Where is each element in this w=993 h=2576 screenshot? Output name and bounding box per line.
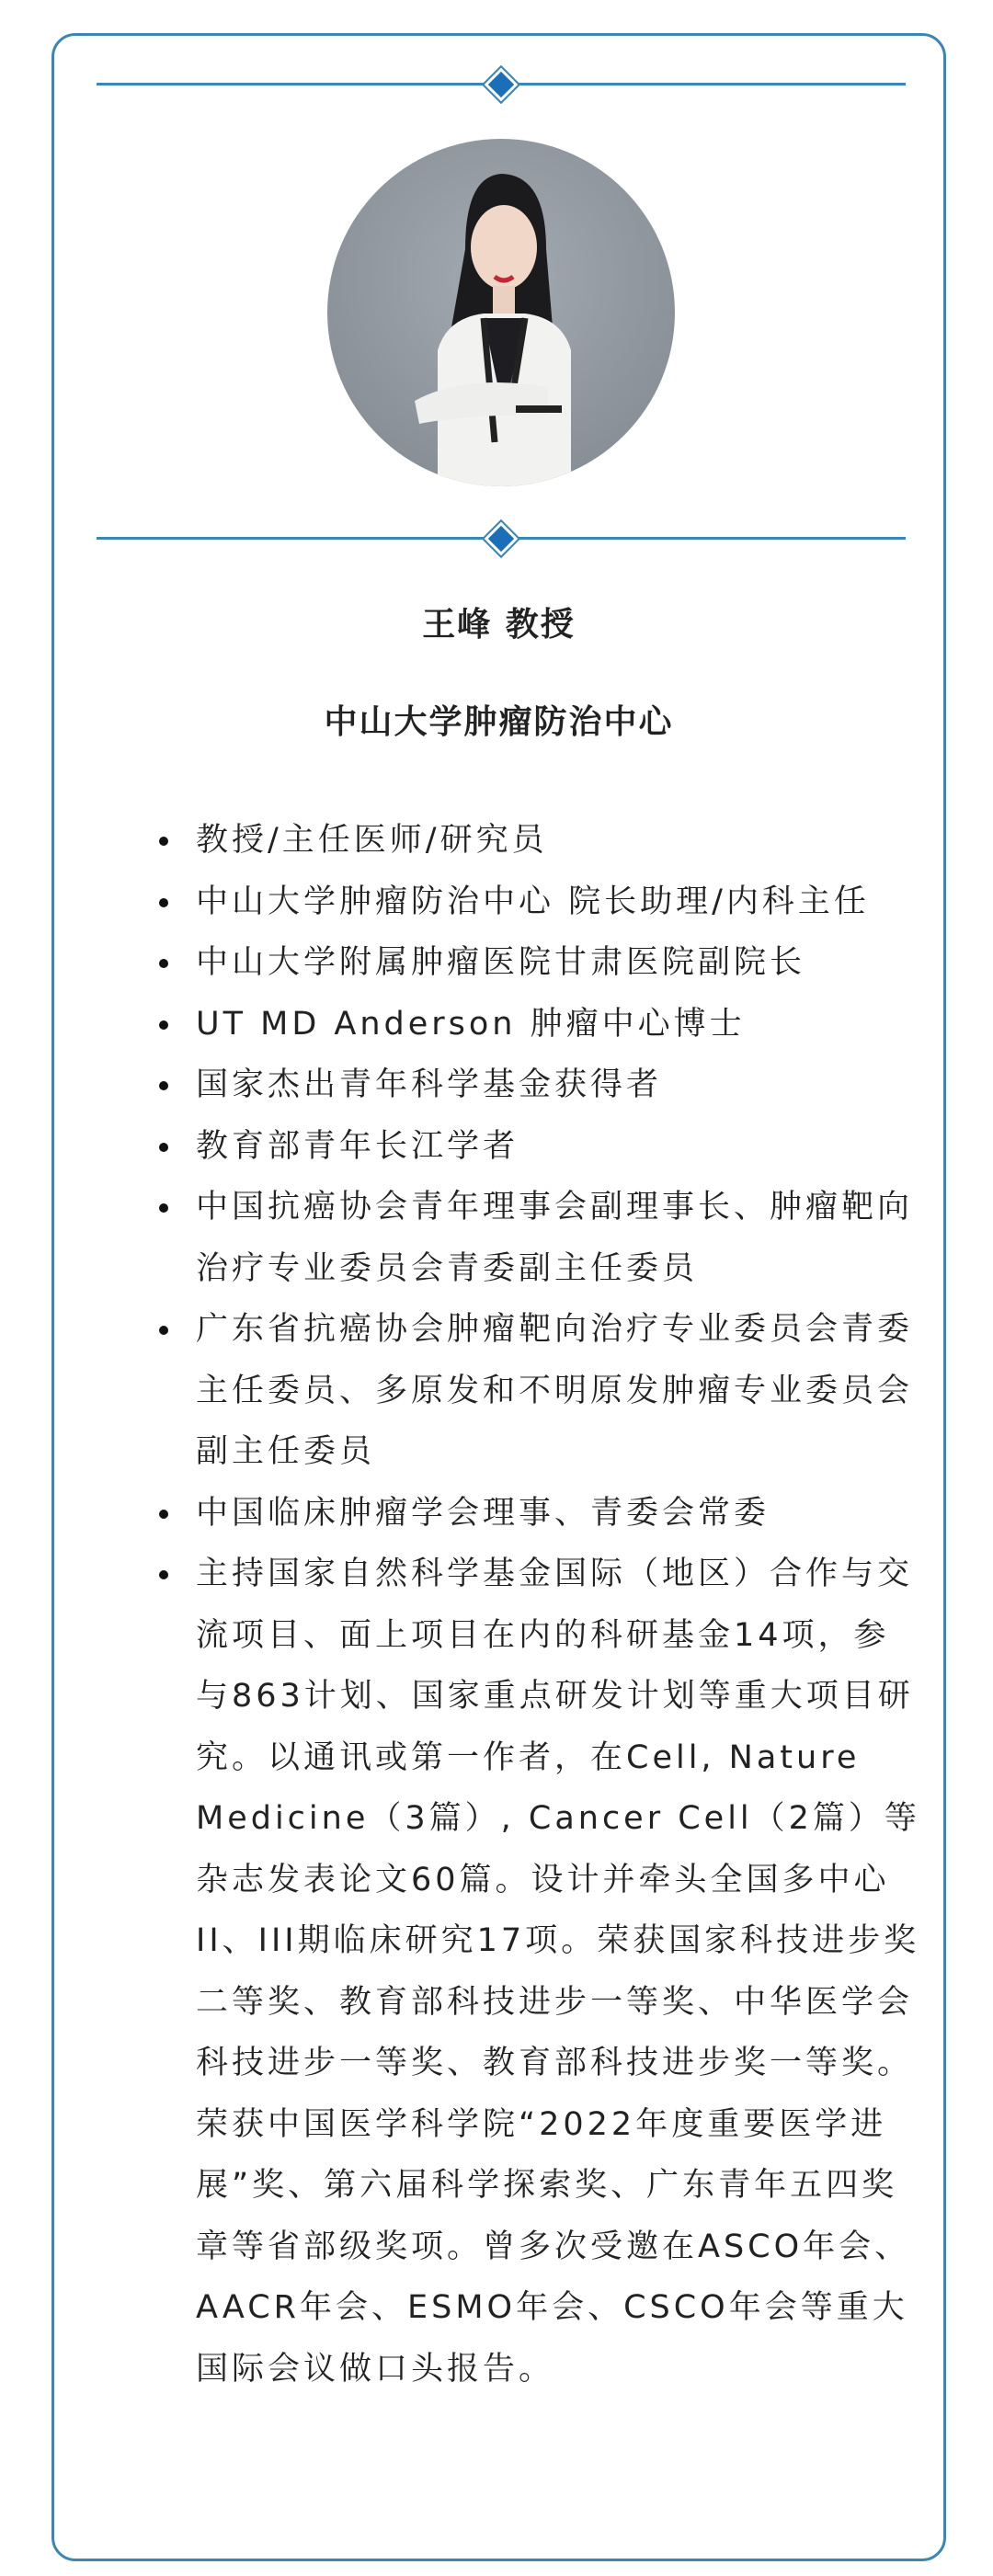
list-item: 中山大学肿瘤防治中心 院长助理/内科主任 — [196, 872, 922, 933]
credentials-list — [143, 810, 922, 2399]
list-item: 中国临床肿瘤学会理事、青委会常委 — [196, 1483, 922, 1544]
list-item: 中国抗癌协会青年理事会副理事长、肿瘤靶向治疗专业委员会青委副主任委员 — [196, 1177, 922, 1299]
list-item: 教授/主任医师/研究员 — [196, 810, 922, 872]
list-item: UT MD Anderson 肿瘤中心博士 — [196, 994, 922, 1055]
profile-photo — [327, 139, 675, 486]
diamond-ornament-icon — [485, 67, 519, 101]
diamond-ornament-icon — [485, 521, 519, 555]
top-divider — [97, 83, 906, 85]
profile-name: 王峰 教授 — [422, 606, 576, 644]
list-item: 主持国家自然科学基金国际（地区）合作与交流项目、面上项目在内的科研基金14项，参与863计划、国家重点研发计划等重大项目研究。以通讯或第一作者，在Cell, Nature Medicine（3篇）, Cancer Cell（2篇）等杂志发表论文60篇。设计并牵头全国多中心II、III期临床研究17项。荣获国家科技进步奖二等奖、教育部科技进步一等奖、中华医学会科技进步一等奖、教育部科技进步奖一等奖。荣获中国医学科学院“2022年度重要医学进展”奖、第六届科学探索奖、广东青年五四奖章等省部级奖项。曾多次受邀在ASCO年会、AACR年会、ESMO年会、CSCO年会等重大国际会议做口头报告。 — [196, 1544, 922, 2399]
list-item: 国家杰出青年科学基金获得者 — [196, 1054, 922, 1116]
bottom-divider — [97, 537, 906, 540]
list-item: 广东省抗癌协会肿瘤靶向治疗专业委员会青委主任委员、多原发和不明原发肿瘤专业委员会副主任委员 — [196, 1299, 922, 1483]
list-item: 教育部青年长江学者 — [196, 1116, 922, 1178]
list-item: 中山大学附属肿瘤医院甘肃医院副院长 — [196, 932, 922, 994]
profile-card — [51, 33, 946, 2561]
profile-organization: 中山大学肿瘤防治中心 — [324, 703, 674, 741]
